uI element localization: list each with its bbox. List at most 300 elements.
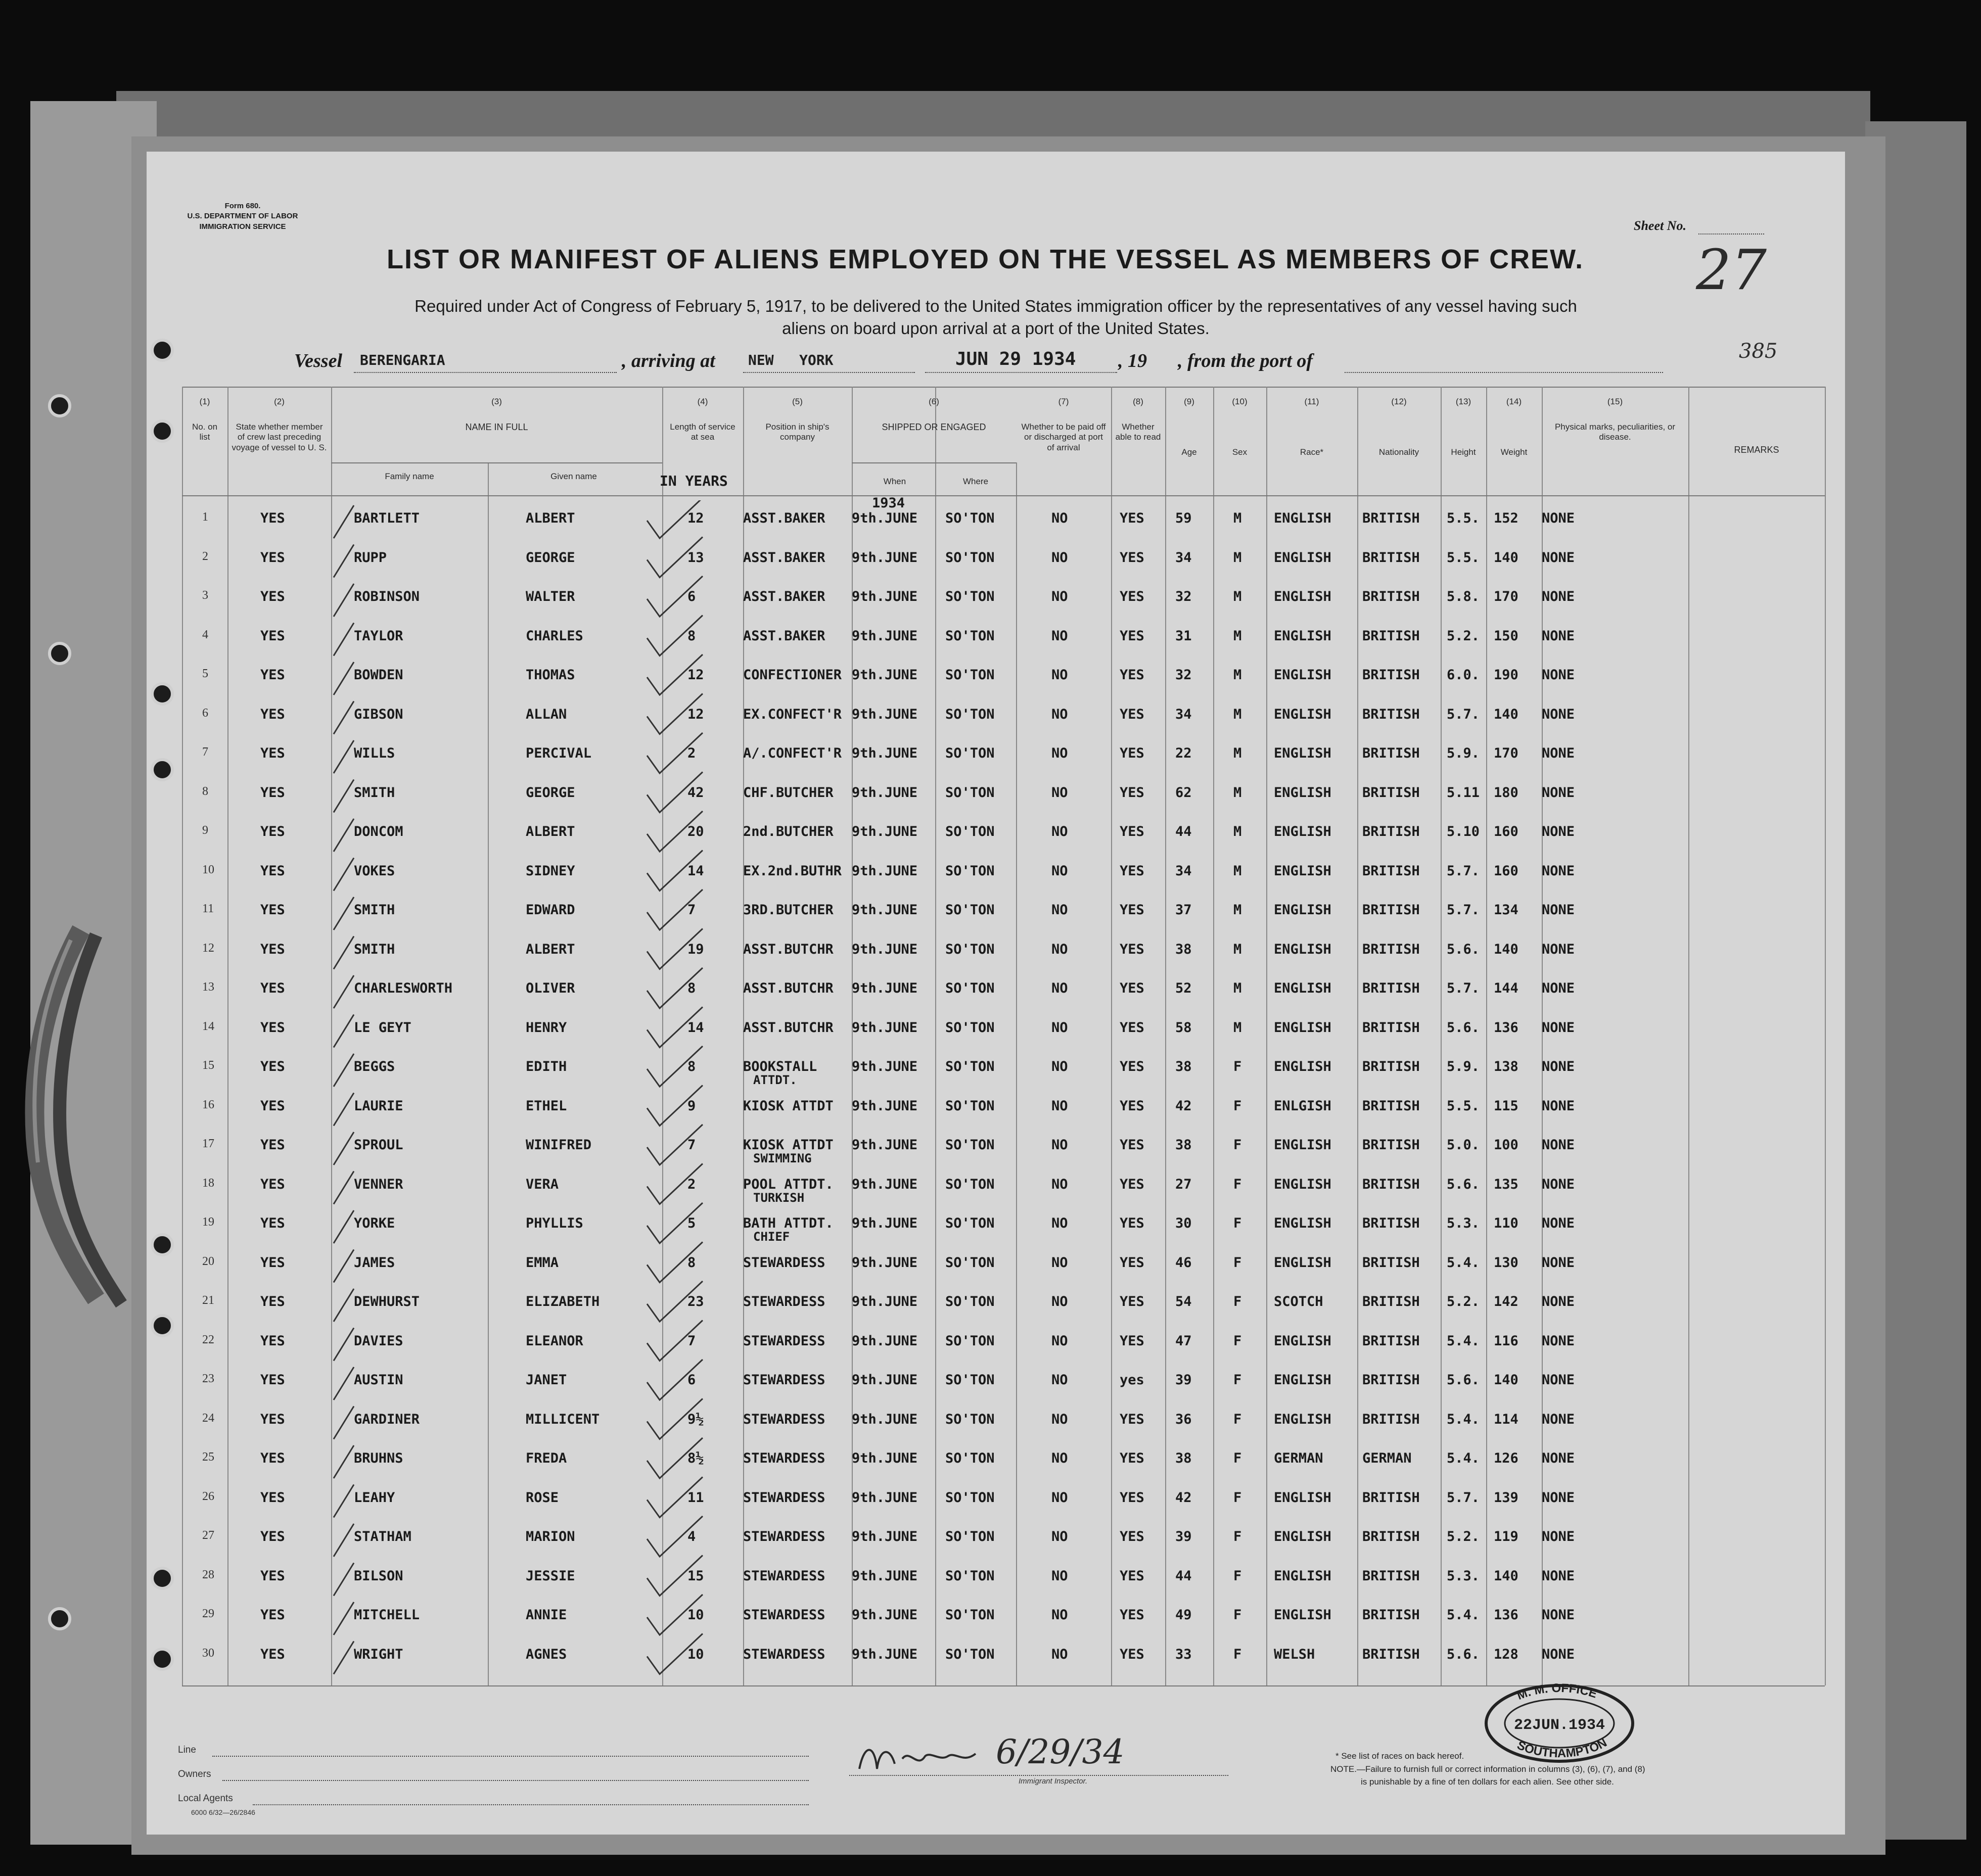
race: ENGLISH: [1274, 1607, 1331, 1623]
page-subtitle: [233, 295, 1759, 339]
voyage-value: YES: [260, 863, 285, 879]
service-check-mark: [647, 1281, 703, 1322]
race: ENGLISH: [1274, 824, 1331, 839]
weight: 136: [1494, 1607, 1518, 1623]
voyage-value: YES: [260, 1098, 285, 1114]
weight: 180: [1494, 784, 1518, 801]
stamp-date: 22JUN.1934: [1513, 1717, 1605, 1734]
table-row: [182, 898, 1825, 937]
shipped-when: 9th.JUNE: [852, 589, 918, 604]
service-check-mark: [647, 1438, 703, 1478]
row-number: 14: [202, 1019, 214, 1033]
position: 2nd.BUTCHER: [743, 824, 834, 839]
paid-off: NO: [1051, 980, 1068, 996]
shipped-when: 9th.JUNE: [852, 1411, 918, 1427]
physical-marks: NONE: [1542, 1176, 1575, 1192]
sex: F: [1233, 1568, 1242, 1584]
shipped-where: SO'TON: [945, 628, 995, 644]
sex: F: [1233, 1294, 1242, 1309]
position: STEWARDESS: [743, 1646, 825, 1662]
column-header: NAME IN FULL: [465, 422, 528, 432]
voyage-check-mark: [334, 1093, 354, 1126]
weight: 100: [1494, 1137, 1518, 1153]
row-number: 19: [202, 1215, 214, 1229]
voyage-value: YES: [260, 1176, 285, 1192]
shipped-when: 9th.JUNE: [852, 941, 918, 957]
weight: 134: [1494, 902, 1518, 918]
weight: 190: [1494, 667, 1518, 683]
service-check-mark: [647, 1124, 703, 1165]
sex: F: [1233, 1489, 1242, 1506]
height: 5.2.: [1447, 1294, 1480, 1309]
nationality: BRITISH: [1362, 1019, 1420, 1036]
race: ENGLISH: [1274, 745, 1331, 761]
line-label: Line: [178, 1745, 196, 1755]
inspector-date: 6/29/34: [996, 1732, 1125, 1771]
row-number: 24: [202, 1411, 214, 1425]
row-number: 20: [202, 1254, 214, 1268]
given-name: PERCIVAL: [526, 745, 592, 761]
sex: M: [1233, 745, 1242, 761]
service-years: 8: [687, 628, 696, 644]
race: ENGLISH: [1274, 1059, 1331, 1074]
service-check-marks: [642, 500, 723, 1688]
column-number: (5): [792, 397, 803, 406]
voyage-check-mark: [334, 584, 354, 617]
weight: 119: [1494, 1529, 1518, 1544]
shipped-when: 9th.JUNE: [852, 1176, 918, 1192]
shipped-when: 9th.JUNE: [852, 784, 918, 801]
race: ENGLISH: [1274, 1215, 1331, 1231]
row-number: 7: [202, 745, 208, 759]
column-number: (10): [1232, 397, 1248, 406]
form-header: [162, 201, 324, 232]
family-name: BOWDEN: [354, 667, 403, 683]
nationality: BRITISH: [1362, 1568, 1420, 1584]
age: 44: [1175, 824, 1192, 839]
voyage-value: YES: [260, 667, 285, 683]
nationality: BRITISH: [1362, 549, 1420, 566]
physical-marks: NONE: [1542, 980, 1575, 996]
sex: M: [1233, 549, 1242, 566]
shipped-when: 9th.JUNE: [852, 510, 918, 526]
sex: F: [1233, 1215, 1242, 1231]
punch-hole: [151, 682, 174, 706]
arriving-label: , arriving at: [622, 350, 715, 371]
able-to-read: YES: [1120, 902, 1144, 918]
sex: F: [1233, 1059, 1242, 1074]
height: 6.0.: [1447, 667, 1480, 683]
position: BOOKSTALL: [743, 1059, 817, 1074]
shipped-when: 9th.JUNE: [852, 667, 918, 683]
height: 5.10: [1447, 824, 1480, 839]
service-years: 23: [687, 1294, 704, 1309]
service-check-mark: [647, 1359, 703, 1400]
family-name: BARTLETT: [354, 510, 420, 526]
subtitle-line-2: aliens on board upon arrival at a port of the United States.: [782, 318, 1210, 338]
given-name: PHYLLIS: [526, 1215, 583, 1231]
nationality: BRITISH: [1362, 1215, 1420, 1231]
inspector-label: Immigrant Inspector.: [1019, 1777, 1088, 1786]
age: 34: [1175, 706, 1192, 722]
able-to-read: YES: [1120, 745, 1144, 761]
sex: F: [1233, 1450, 1242, 1466]
family-name: STATHAM: [354, 1529, 411, 1544]
physical-marks: NONE: [1542, 628, 1575, 644]
position: KIOSK ATTDT: [743, 1137, 834, 1153]
race: ENGLISH: [1274, 863, 1331, 879]
column-rule: [1825, 387, 1826, 1685]
race: SCOTCH: [1274, 1294, 1323, 1309]
able-to-read: YES: [1120, 1059, 1144, 1074]
sex: F: [1233, 1411, 1242, 1427]
height: 5.0.: [1447, 1137, 1480, 1153]
manifest-table: [182, 387, 1825, 1685]
sex: M: [1233, 589, 1242, 604]
punch-hole: [48, 642, 71, 665]
race: ENGLISH: [1274, 549, 1331, 566]
shipped-when: 9th.JUNE: [852, 902, 918, 918]
weight: 138: [1494, 1059, 1518, 1074]
table-row: [182, 1016, 1825, 1055]
weight: 140: [1494, 1372, 1518, 1388]
height: 5.4.: [1447, 1450, 1480, 1466]
table-row: [182, 1446, 1825, 1486]
position: A/.CONFECT'R: [743, 745, 842, 761]
column-header: Nationality: [1378, 447, 1419, 457]
physical-marks: NONE: [1542, 1215, 1575, 1231]
height: 5.7.: [1447, 863, 1480, 879]
column-header: Position in ship's company: [765, 422, 830, 442]
table-row: [182, 1211, 1825, 1251]
age: 39: [1175, 1529, 1192, 1544]
column-number: (2): [274, 397, 285, 406]
paid-off: NO: [1051, 589, 1068, 604]
service-check-mark: [647, 500, 703, 538]
form-number: Form 680.: [224, 202, 261, 210]
age: 59: [1175, 510, 1192, 526]
subtitle-line-1: Required under Act of Congress of February 5, 1917, to be delivered to the United States immigration officer by the representatives of any vessel having such: [414, 297, 1577, 315]
weight: 140: [1494, 706, 1518, 722]
height: 5.3.: [1447, 1215, 1480, 1231]
race: ENGLISH: [1274, 902, 1331, 918]
voyage-check-mark: [334, 1250, 354, 1283]
family-name: BILSON: [354, 1568, 403, 1584]
column-header: Sex: [1232, 447, 1248, 457]
given-name: ELEANOR: [526, 1333, 583, 1349]
row-number: 9: [202, 824, 208, 837]
voyage-value: YES: [260, 1489, 285, 1506]
sex: F: [1233, 1333, 1242, 1349]
able-to-read: yes: [1120, 1372, 1144, 1388]
height: 5.5.: [1447, 549, 1480, 566]
arrival-port: NEW YORK: [748, 352, 834, 368]
year-entry: 1934: [872, 495, 905, 511]
paid-off: NO: [1051, 1254, 1068, 1271]
position: STEWARDESS: [743, 1450, 825, 1466]
nationality: BRITISH: [1362, 1059, 1420, 1074]
column-header: Physical marks, peculiarities, or disease.: [1554, 422, 1676, 442]
given-name: SIDNEY: [526, 863, 575, 879]
table-row: [182, 859, 1825, 899]
shipped-when: 9th.JUNE: [852, 1568, 918, 1584]
column-header: SHIPPED OR ENGAGED: [882, 422, 986, 432]
row-number: 1: [202, 510, 208, 524]
age: 32: [1175, 589, 1192, 604]
height: 5.7.: [1447, 902, 1480, 918]
weight: 116: [1494, 1333, 1518, 1349]
family-name: RUPP: [354, 549, 387, 566]
service-years: 5: [687, 1215, 696, 1231]
table-row: [182, 741, 1825, 781]
physical-marks: NONE: [1542, 1450, 1575, 1466]
position: CONFECTIONER: [743, 667, 842, 683]
shipped-when: 9th.JUNE: [852, 1372, 918, 1388]
paid-off: NO: [1051, 863, 1068, 879]
weight: 160: [1494, 824, 1518, 839]
given-name: ALBERT: [526, 824, 575, 839]
weight: 115: [1494, 1098, 1518, 1114]
service-check-mark: [647, 733, 703, 773]
service-check-mark: [647, 1634, 703, 1674]
voyage-value: YES: [260, 1646, 285, 1662]
age: 33: [1175, 1646, 1192, 1662]
height: 5.2.: [1447, 1529, 1480, 1544]
service-check-mark: [647, 576, 703, 617]
port-underline: [743, 372, 915, 373]
family-name: LEAHY: [354, 1489, 395, 1506]
service-check-mark: [647, 1046, 703, 1087]
shipped-when: 9th.JUNE: [852, 1137, 918, 1153]
position: 3RD.BUTCHER: [743, 902, 834, 918]
voyage-check-mark: [334, 1445, 354, 1478]
race: ENGLISH: [1274, 1019, 1331, 1036]
races-note: * See list of races on back hereof.: [1335, 1751, 1464, 1761]
shipped-where: SO'TON: [945, 1529, 995, 1544]
height: 5.8.: [1447, 589, 1480, 604]
race: ENGLISH: [1274, 1568, 1331, 1584]
voyage-check-mark: [334, 1406, 354, 1439]
paid-off: NO: [1051, 902, 1068, 918]
family-name: SMITH: [354, 902, 395, 918]
given-name: OLIVER: [526, 980, 575, 996]
position: EX.2nd.BUTHR: [743, 863, 842, 879]
shipped-when: 9th.JUNE: [852, 1333, 918, 1349]
penalty-note-1: NOTE.—Failure to furnish full or correct information in columns (3), (6), (7), and (8): [1330, 1764, 1645, 1774]
nationality: BRITISH: [1362, 902, 1420, 918]
voyage-check-mark: [334, 740, 354, 773]
owners-label: Owners: [178, 1769, 211, 1779]
physical-marks: NONE: [1542, 1059, 1575, 1074]
voyage-value: YES: [260, 1254, 285, 1271]
paid-off: NO: [1051, 706, 1068, 722]
physical-marks: NONE: [1542, 1489, 1575, 1506]
nationality: BRITISH: [1362, 589, 1420, 604]
service-check-mark: [647, 1086, 703, 1126]
voyage-value: YES: [260, 1137, 285, 1153]
age: 62: [1175, 784, 1192, 801]
voyage-check-mark: [334, 1289, 354, 1322]
age: 32: [1175, 667, 1192, 683]
weight: 170: [1494, 589, 1518, 604]
position: STEWARDESS: [743, 1294, 825, 1309]
position-line-2: CHIEF: [753, 1230, 790, 1244]
where-header: Where: [962, 477, 989, 486]
race: ENGLISH: [1274, 784, 1331, 801]
service-check-mark: [647, 1556, 703, 1596]
table-row: [182, 781, 1825, 820]
age: 31: [1175, 628, 1192, 644]
service-name: IMMIGRATION SERVICE: [199, 222, 286, 231]
race: ENGLISH: [1274, 589, 1331, 604]
weight: 139: [1494, 1489, 1518, 1506]
shipped-when: 9th.JUNE: [852, 980, 918, 996]
shipped-subheader-rule: [852, 462, 1016, 463]
date-underline: [925, 372, 1117, 373]
position: ASST.BAKER: [743, 549, 825, 566]
service-years: 9: [687, 1098, 696, 1114]
physical-marks: NONE: [1542, 549, 1575, 566]
service-check-mark: [647, 929, 703, 969]
shipped-when: 9th.JUNE: [852, 824, 918, 839]
service-years: 2: [687, 745, 696, 761]
height: 5.6.: [1447, 1176, 1480, 1192]
able-to-read: YES: [1120, 628, 1144, 644]
weight: 150: [1494, 628, 1518, 644]
voyage-value: YES: [260, 1019, 285, 1036]
stamp-bottom-text: SOUTHAMPTON: [1515, 1736, 1609, 1761]
family-name: SMITH: [354, 784, 395, 801]
age: 38: [1175, 1137, 1192, 1153]
height: 5.6.: [1447, 1372, 1480, 1388]
given-name: ROSE: [526, 1489, 559, 1506]
able-to-read: YES: [1120, 1254, 1144, 1271]
race: ENGLISH: [1274, 706, 1331, 722]
position: ASST.BUTCHR: [743, 941, 834, 957]
able-to-read: YES: [1120, 1411, 1144, 1427]
physical-marks: NONE: [1542, 1411, 1575, 1427]
service-years: 8: [687, 980, 696, 996]
from-port-underline: [1345, 372, 1663, 373]
voyage-check-mark: [334, 1367, 354, 1400]
column-header: Length of service at sea: [670, 422, 735, 442]
paid-off: NO: [1051, 510, 1068, 526]
service-years: 9½: [687, 1411, 704, 1427]
physical-marks: NONE: [1542, 824, 1575, 839]
column-header: State whether member of crew last preceding voyage of vessel to U. S.: [232, 422, 327, 452]
paid-off: NO: [1051, 1646, 1068, 1662]
nationality: BRITISH: [1362, 510, 1420, 526]
row-number: 11: [202, 902, 214, 915]
service-years: 10: [687, 1607, 704, 1623]
shipped-where: SO'TON: [945, 1411, 995, 1427]
column-number: (6): [929, 397, 939, 406]
height: 5.3.: [1447, 1568, 1480, 1584]
inspector-underline: [849, 1775, 1228, 1776]
family-name: DEWHURST: [354, 1294, 420, 1309]
position: STEWARDESS: [743, 1333, 825, 1349]
able-to-read: YES: [1120, 1450, 1144, 1466]
service-check-mark: [647, 1242, 703, 1283]
race: ENGLISH: [1274, 628, 1331, 644]
given-name: VERA: [526, 1176, 559, 1192]
position: STEWARDESS: [743, 1254, 825, 1271]
shipped-when: 9th.JUNE: [852, 1607, 918, 1623]
age: 39: [1175, 1372, 1192, 1388]
table-top-border: [182, 387, 1825, 388]
shipped-where: SO'TON: [945, 784, 995, 801]
punch-hole: [151, 1648, 174, 1671]
paid-off: NO: [1051, 1019, 1068, 1036]
shipped-where: SO'TON: [945, 824, 995, 839]
position: STEWARDESS: [743, 1489, 825, 1506]
service-years: 20: [687, 824, 704, 839]
age: 42: [1175, 1098, 1192, 1114]
able-to-read: YES: [1120, 1137, 1144, 1153]
weight: 152: [1494, 510, 1518, 526]
sex: F: [1233, 1529, 1242, 1544]
shipped-where: SO'TON: [945, 1372, 995, 1388]
sex: M: [1233, 784, 1242, 801]
able-to-read: YES: [1120, 1176, 1144, 1192]
row-number: 25: [202, 1450, 214, 1464]
able-to-read: YES: [1120, 863, 1144, 879]
nationality: BRITISH: [1362, 706, 1420, 722]
able-to-read: YES: [1120, 1215, 1144, 1231]
service-check-mark: [647, 851, 703, 891]
voyage-check-mark: [334, 780, 354, 813]
age: 37: [1175, 902, 1192, 918]
given-name: ALBERT: [526, 510, 575, 526]
family-name: GARDINER: [354, 1411, 420, 1427]
age: 38: [1175, 1450, 1192, 1466]
nationality: BRITISH: [1362, 941, 1420, 957]
column-number: (14): [1506, 397, 1522, 406]
family-name: SMITH: [354, 941, 395, 957]
given-name: JESSIE: [526, 1568, 575, 1584]
shipped-when: 9th.JUNE: [852, 706, 918, 722]
shipped-when: 9th.JUNE: [852, 863, 918, 879]
able-to-read: YES: [1120, 510, 1144, 526]
punch-hole: [151, 419, 174, 443]
voyage-check-mark: [334, 701, 354, 734]
family-name: YORKE: [354, 1215, 395, 1231]
position-line-2: ATTDT.: [753, 1073, 797, 1087]
owners-underline: [222, 1780, 809, 1781]
shipped-where: SO'TON: [945, 1489, 995, 1506]
line-underline: [212, 1756, 809, 1757]
voyage-check-mark: [334, 1328, 354, 1361]
sex: M: [1233, 706, 1242, 722]
able-to-read: YES: [1120, 1607, 1144, 1623]
row-number: 27: [202, 1529, 214, 1542]
shipped-when: 9th.JUNE: [852, 628, 918, 644]
row-number: 26: [202, 1489, 214, 1503]
position: ASST.BUTCHR: [743, 980, 834, 996]
age: 44: [1175, 1568, 1192, 1584]
physical-marks: NONE: [1542, 1333, 1575, 1349]
able-to-read: YES: [1120, 784, 1144, 801]
office-stamp: [1479, 1680, 1640, 1766]
sex: F: [1233, 1646, 1242, 1662]
voyage-value: YES: [260, 980, 285, 996]
column-number: (8): [1133, 397, 1143, 406]
physical-marks: NONE: [1542, 667, 1575, 683]
table-row: [182, 820, 1825, 859]
position: ASST.BAKER: [743, 628, 825, 644]
family-name: DAVIES: [354, 1333, 403, 1349]
stamp-top-text: M. M. OFFICE: [1515, 1681, 1599, 1703]
